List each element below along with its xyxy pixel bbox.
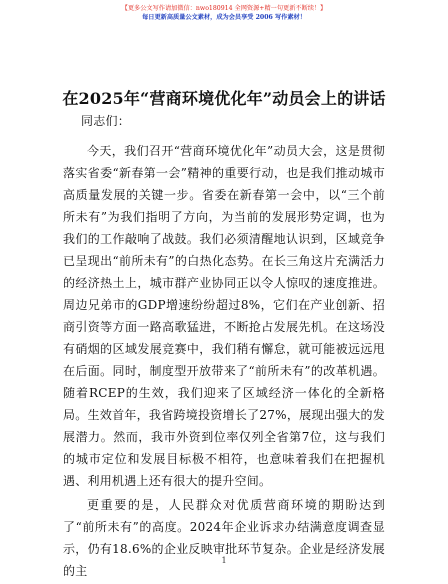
salutation: 同志们： (81, 114, 131, 128)
promo-line-wechat: 【更多公文写作请加微信：nwo180914 全网资源+精一句更新不断续！】 (121, 5, 327, 12)
page-number: 1 (221, 556, 227, 565)
speech-title: 在2025年“营商环境优化年”动员会上的讲话 (62, 89, 386, 108)
paragraph-2: 更重要的是，人民群众对优质营商环境的期盼达到了“前所未有”的高度。2024年企业诉求办结满意度调查显示，仍有18.6%的企业反映审批环节复杂。企业是经济发展的主 (63, 498, 385, 578)
paragraph-1: 今天，我们召开“营商环境优化年”动员大会，这是贯彻落实省委“新春第一会”精神的重要行动，也是我们推动城市高质量发展的关键一步。省委在新春第一会中，以“三个前所未有”为我们指明了方向，为当前的发展形势定调，也为我们的工作敲响了战鼓。我们必须清醒地认识到，区域竞争已呈现出“前所未有”的白热化态势。在长三角这片充满活力的经济热土上，城市群产业协同正以令人惊叹的速度推进。周边兄弟市的GDP增速纷纷超过8%，它们在产业创新、招商引资等方面一路高歌猛进，不断抢占发展先机。在这场没有硝烟的区域发展竞赛中，我们稍有懈怠，就可能被远远甩在后面。同时，制度型开放带来了“前所未有”的改革机遇。随着RCEP的生效，我们迎来了区域经济一体化的全新格局。生效首年，我省跨境投资增长了27%，展现出强大的发展潜力。然而，我市外资到位率仅列全省第7位，这与我们的城市定位和发展目标极不相符，也意味着我们在把握机遇、利用机遇上还有很大的提升空间。 (63, 144, 385, 488)
speech-body (63, 110, 385, 584)
promo-line-membership: 每日更新高质量公文素材，成为会员享受 2006 写作素材！ (142, 14, 306, 21)
promo-header (0, 4, 448, 22)
